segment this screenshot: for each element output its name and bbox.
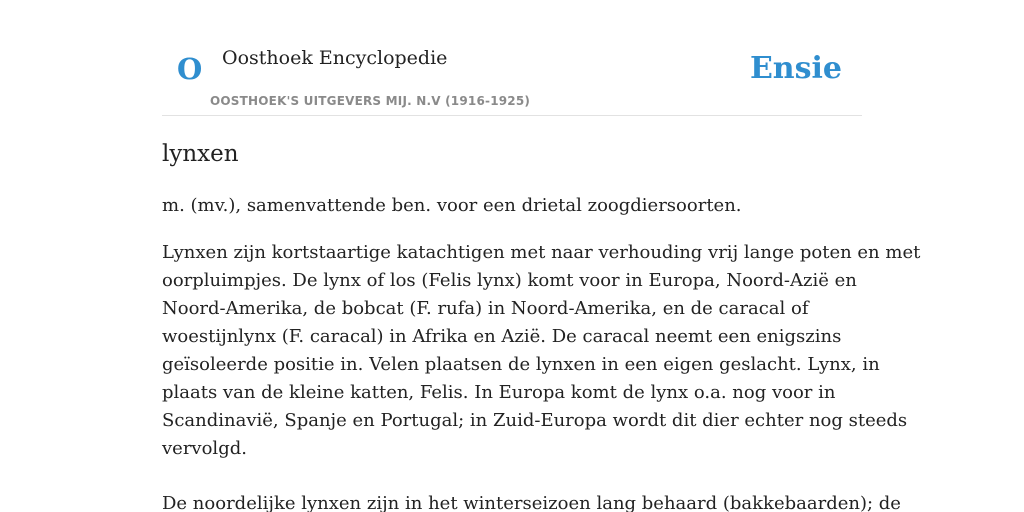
paragraph-line: woestijnlynx (F. caracal) in Afrika en Azië. De caracal neemt een enigszins [162, 326, 842, 347]
paragraph-line: Lynxen zijn kortstaartige katachtigen met naar verhouding vrij lange poten en met [162, 242, 921, 263]
source-header [162, 0, 862, 116]
ensie-logo-link[interactable]: Ensie [749, 51, 842, 86]
paragraph-line: plaats van de kleine katten, Felis. In Europa komt de lynx o.a. nog voor in [162, 382, 836, 403]
entry-subtitle: m. (mv.), samenvattende ben. voor een drietal zoogdiersoorten. [162, 195, 742, 216]
paragraph-line: Scandinavië, Spanje en Portugal; in Zuid-Europa wordt dit dier echter nog steeds [162, 410, 908, 431]
content-container [162, 0, 921, 512]
source-publisher: OOSTHOEK'S UITGEVERS MIJ. N.V (1916-1925) [210, 94, 531, 108]
source-letter-icon: O [177, 52, 203, 86]
entry-paragraph-2: De noordelijke lynxen zijn in het winterseizoen lang behaard (bakkebaarden); de [162, 493, 901, 512]
entry-title: lynxen [162, 141, 239, 167]
paragraph-line: Noord-Amerika, de bobcat (F. rufa) in Noord-Amerika, en de caracal of [162, 298, 809, 319]
paragraph-line: vervolgd. [162, 438, 247, 459]
source-name-link[interactable]: Oosthoek Encyclopedie [222, 47, 448, 69]
entry-paragraph [162, 239, 921, 463]
paragraph-line: geïsoleerde positie in. Velen plaatsen de lynxen in een eigen geslacht. Lynx, in [162, 354, 880, 375]
paragraph-line: oorpluimpjes. De lynx of los (Felis lynx) komt voor in Europa, Noord-Azië en [162, 270, 857, 291]
